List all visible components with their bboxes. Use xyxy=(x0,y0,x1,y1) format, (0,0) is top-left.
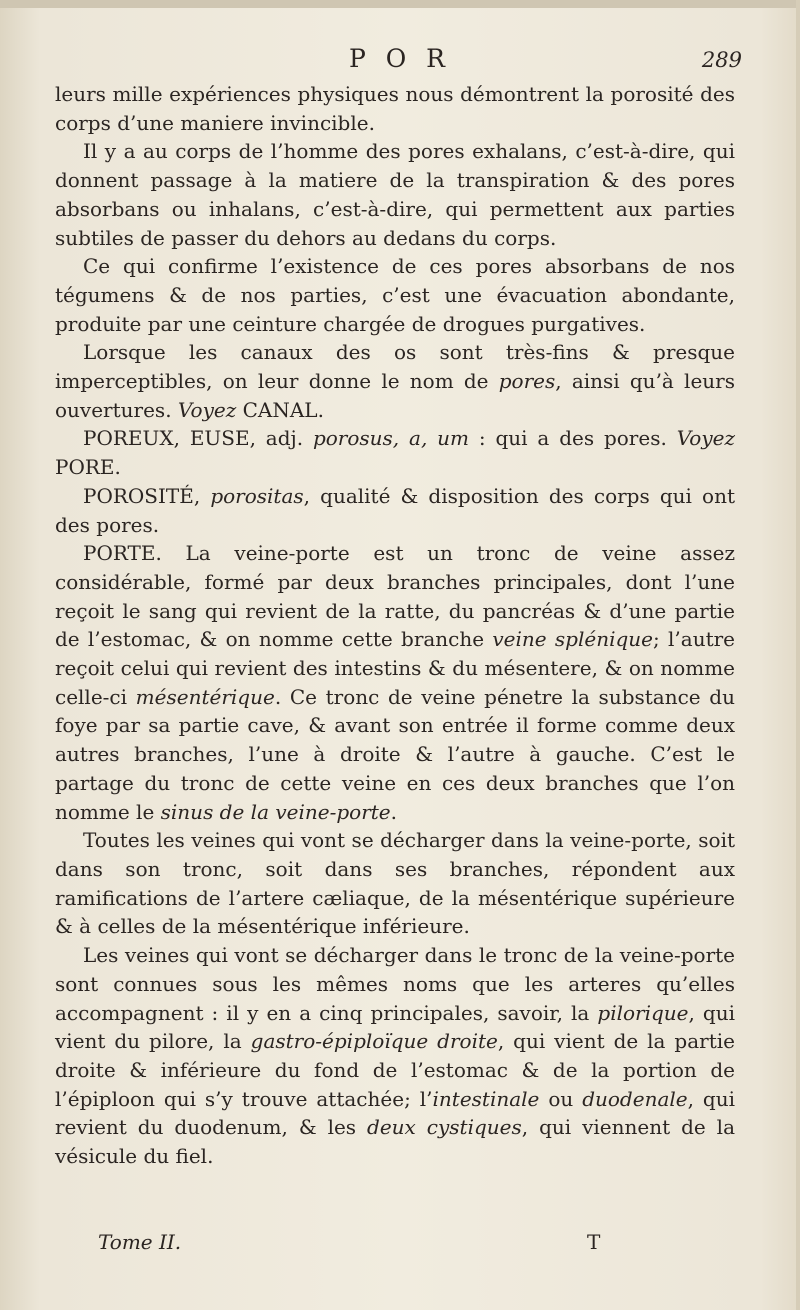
signature-mark: T xyxy=(587,1230,601,1254)
page-footer xyxy=(62,1230,622,1260)
text-run: PORE. xyxy=(55,455,121,480)
paragraph-cinq-veines xyxy=(55,941,735,1171)
italic-term: gastro-épiploïque droite xyxy=(250,1029,498,1054)
volume-label: Tome II. xyxy=(98,1230,182,1254)
italic-term: deux cystiques xyxy=(367,1115,522,1140)
text-run: : qui a des pores. xyxy=(469,426,677,451)
text-run: , qui viennent de la vésicule du fiel. xyxy=(55,1115,736,1169)
text-run: . Ce tronc de veine pénetre la substance du foye par sa partie cave, & avant son entrée il forme comme deux autres branches, l’une à droite & l’autre à gauche. C’est le partage du tronc de cette veine en ces deux branches que l’on nomme le xyxy=(55,684,735,824)
italic-term: mésentérique xyxy=(135,684,275,709)
text-run: CANAL. xyxy=(236,397,324,422)
latin-term: porositas xyxy=(210,483,304,508)
paragraph-veines-veine-porte: Toutes les veines qui vont se décharger dans la veine-porte, soit dans son tronc, soit dans ses branches, répondent aux ramifications de l’artere cæliaque, de la mésentérique supérieure & à celles de la mésentérique inférieure. xyxy=(55,828,735,939)
text-run: ; l’autre reçoit celui qui revient des intestins & du mésentere, & on nomme celle-ci xyxy=(55,627,736,709)
italic-term: intestinale xyxy=(432,1086,540,1111)
text-run: Lorsque les canaux des os sont très-fins & presque imperceptibles, on leur donne le nom de xyxy=(55,340,735,394)
page-right-edge xyxy=(796,0,800,1310)
paragraph-canaux-des-os xyxy=(55,338,735,424)
page-body xyxy=(55,80,735,1171)
page-number: 289 xyxy=(701,48,742,72)
text-run: POROSITÉ, xyxy=(83,483,211,508)
text-run: , qui vient de la partie droite & inférieure du fond de l’estomac & de la portion de l’épiploon qui s’y trouve attachée; l’ xyxy=(55,1029,735,1111)
text-run: Les veines qui vont se décharger dans le tronc de la veine-porte sont connues sous les mêmes noms que les arteres qu’elles accompagnent : il y en a cinq principales, savoir, la xyxy=(55,943,735,1025)
page-top-edge xyxy=(0,0,800,8)
text-run: PORTE. La veine-porte est un tronc de veine assez considérable, formé par deux branches principales, dont l’une reçoit le sang qui revient de la ratte, du pancréas & d’une partie de l’estomac, & on nomme cette branche xyxy=(55,541,735,652)
latin-term: porosus, a, um xyxy=(312,426,470,451)
italic-term: pilorique xyxy=(597,1000,689,1025)
text-run: . xyxy=(390,799,397,824)
cross-reference: Voyez xyxy=(676,426,736,451)
entry-poreux xyxy=(55,424,735,481)
italic-term: sinus de la veine-porte xyxy=(160,799,391,824)
text-run: POREUX, EUSE, adj. xyxy=(83,426,313,451)
running-head-title: P O R xyxy=(348,44,452,73)
italic-term: veine splénique xyxy=(492,627,653,652)
paragraph-pores-exhalans: Il y a au corps de l’homme des pores exhalans, c’est-à-dire, qui donnent passage à la matiere de la transpiration & des pores absorbans ou inhalans, c’est-à-dire, qui permettent aux parties subtiles de passer du dehors au dedans du corps. xyxy=(55,139,735,250)
entry-porosite xyxy=(55,482,735,539)
italic-term: duodenale xyxy=(582,1086,688,1111)
text-run: , qualité & disposition des corps qui ont des pores. xyxy=(55,483,735,537)
entry-porte xyxy=(55,539,735,826)
cross-reference: Voyez xyxy=(177,397,237,422)
text-run: , ainsi qu’à leurs ouvertures. xyxy=(55,369,735,422)
text-run: ou xyxy=(539,1086,583,1111)
text-run: , qui revient du duodenum, & les xyxy=(55,1086,735,1140)
paragraph-pores-absorbans: Ce qui confirme l’existence de ces pores absorbans de nos tégumens & de nos parties, c’est une évacuation abondante, produite par une ceinture chargée de drogues purgatives. xyxy=(55,254,735,336)
italic-term: pores xyxy=(498,369,556,394)
paragraph-porosite-continued: leurs mille expériences physiques nous démontrent la porosité des corps d’une maniere invincible. xyxy=(55,82,735,135)
running-head xyxy=(0,44,800,84)
text-run: , qui vient du pilore, la xyxy=(55,1000,736,1054)
